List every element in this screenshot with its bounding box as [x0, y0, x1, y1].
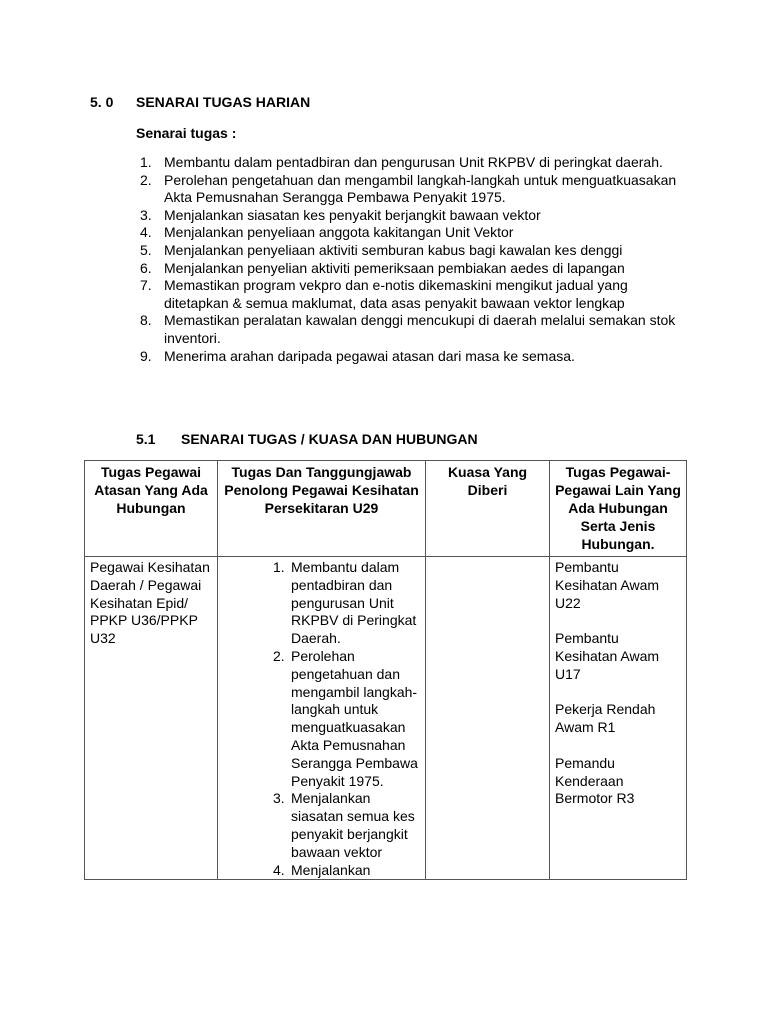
list-item: 9. Menerima arahan daripada pegawai atasan dari masa ke semasa. [140, 347, 575, 364]
list-item: 4. Menjalankan [273, 861, 371, 878]
header-related-officers: Tugas Pegawai-Pegawai Lain Yang Ada Hubungan Serta Jenis Hubungan. [550, 461, 687, 557]
table-row [85, 557, 687, 880]
related-officer: Pekerja Rendah Awam R1 [555, 701, 656, 736]
duties-cell [218, 557, 426, 880]
related-officers-cell [550, 557, 687, 880]
table-header-row [85, 461, 687, 557]
section-title: SENARAI TUGAS HARIAN [136, 94, 311, 110]
list-item: 4. Menjalankan penyeliaan anggota kakitangan Unit Vektor [140, 224, 514, 241]
section-number: 5. 0 [90, 94, 114, 110]
header-superior-duties: Tugas Pegawai Atasan Yang Ada Hubungan [85, 461, 218, 557]
header-power-given: Kuasa Yang Diberi [426, 461, 550, 557]
related-officer: Pembantu Kesihatan Awam U22 [555, 559, 660, 611]
related-officer: Pemandu Kenderaan Bermotor R3 [555, 754, 635, 807]
header-assistant-duties: Tugas Dan Tanggungjawab Penolong Pegawai Kesihatan Persekitaran U29 [218, 461, 426, 557]
power-cell [426, 557, 550, 880]
list-item: 5. Menjalankan penyeliaan aktiviti semburan kabus bagi kawalan kes denggi [140, 241, 623, 258]
daily-task-list [136, 154, 696, 365]
list-item: 2. Perolehan pengetahuan dan mengambil langkah-langkah untuk menguatkuasakan Akta Pemusnahan Serangga Pembawa Penyakit 1975. [140, 171, 677, 206]
section-number: 5.1 [136, 431, 156, 447]
section-5-heading [90, 94, 310, 110]
related-officer: Pembantu Kesihatan Awam U17 [555, 630, 660, 682]
duties-list [223, 559, 420, 879]
section-title: SENARAI TUGAS / KUASA DAN HUBUNGAN [181, 431, 478, 447]
superior-officer-cell: Pegawai Kesihatan Daerah / Pegawai Kesihatan Epid/ PPKP U36/PPKP U32 [85, 557, 218, 880]
list-item: 1. Membantu dalam pentadbiran dan pengurusan Unit RKPBV di Peringkat Daerah. [273, 559, 417, 647]
list-item: 6. Menjalankan penyelian aktiviti pemeriksaan pembiakan aedes di lapangan [140, 259, 625, 276]
duties-relationship-table [84, 460, 687, 880]
task-list-subtitle: Senarai tugas : [136, 125, 237, 141]
list-item: 2. Perolehan pengetahuan dan mengambil langkah-langkah untuk menguatkuasakan Akta Pemusnahan Serangga Pembawa Penyakit 1975. [273, 647, 418, 789]
list-item: 3. Menjalankan siasatan kes penyakit berjangkit bawaan vektor [140, 206, 541, 223]
list-item: 3. Menjalankan siasatan semua kes penyakit berjangkit bawaan vektor [273, 790, 415, 860]
list-item: 1. Membantu dalam pentadbiran dan pengurusan Unit RKPBV di peringkat daerah. [140, 154, 663, 170]
section-5-1-heading [136, 431, 478, 447]
list-item: 8. Memastikan peralatan kawalan denggi mencukupi di daerah melalui semakan stok inventori. [140, 312, 676, 346]
list-item: 7. Memastikan program vekpro dan e-notis dikemaskini mengikut jadual yang ditetapkan & semua maklumat, data asas penyakit bawaan vektor lengkap [140, 277, 628, 311]
